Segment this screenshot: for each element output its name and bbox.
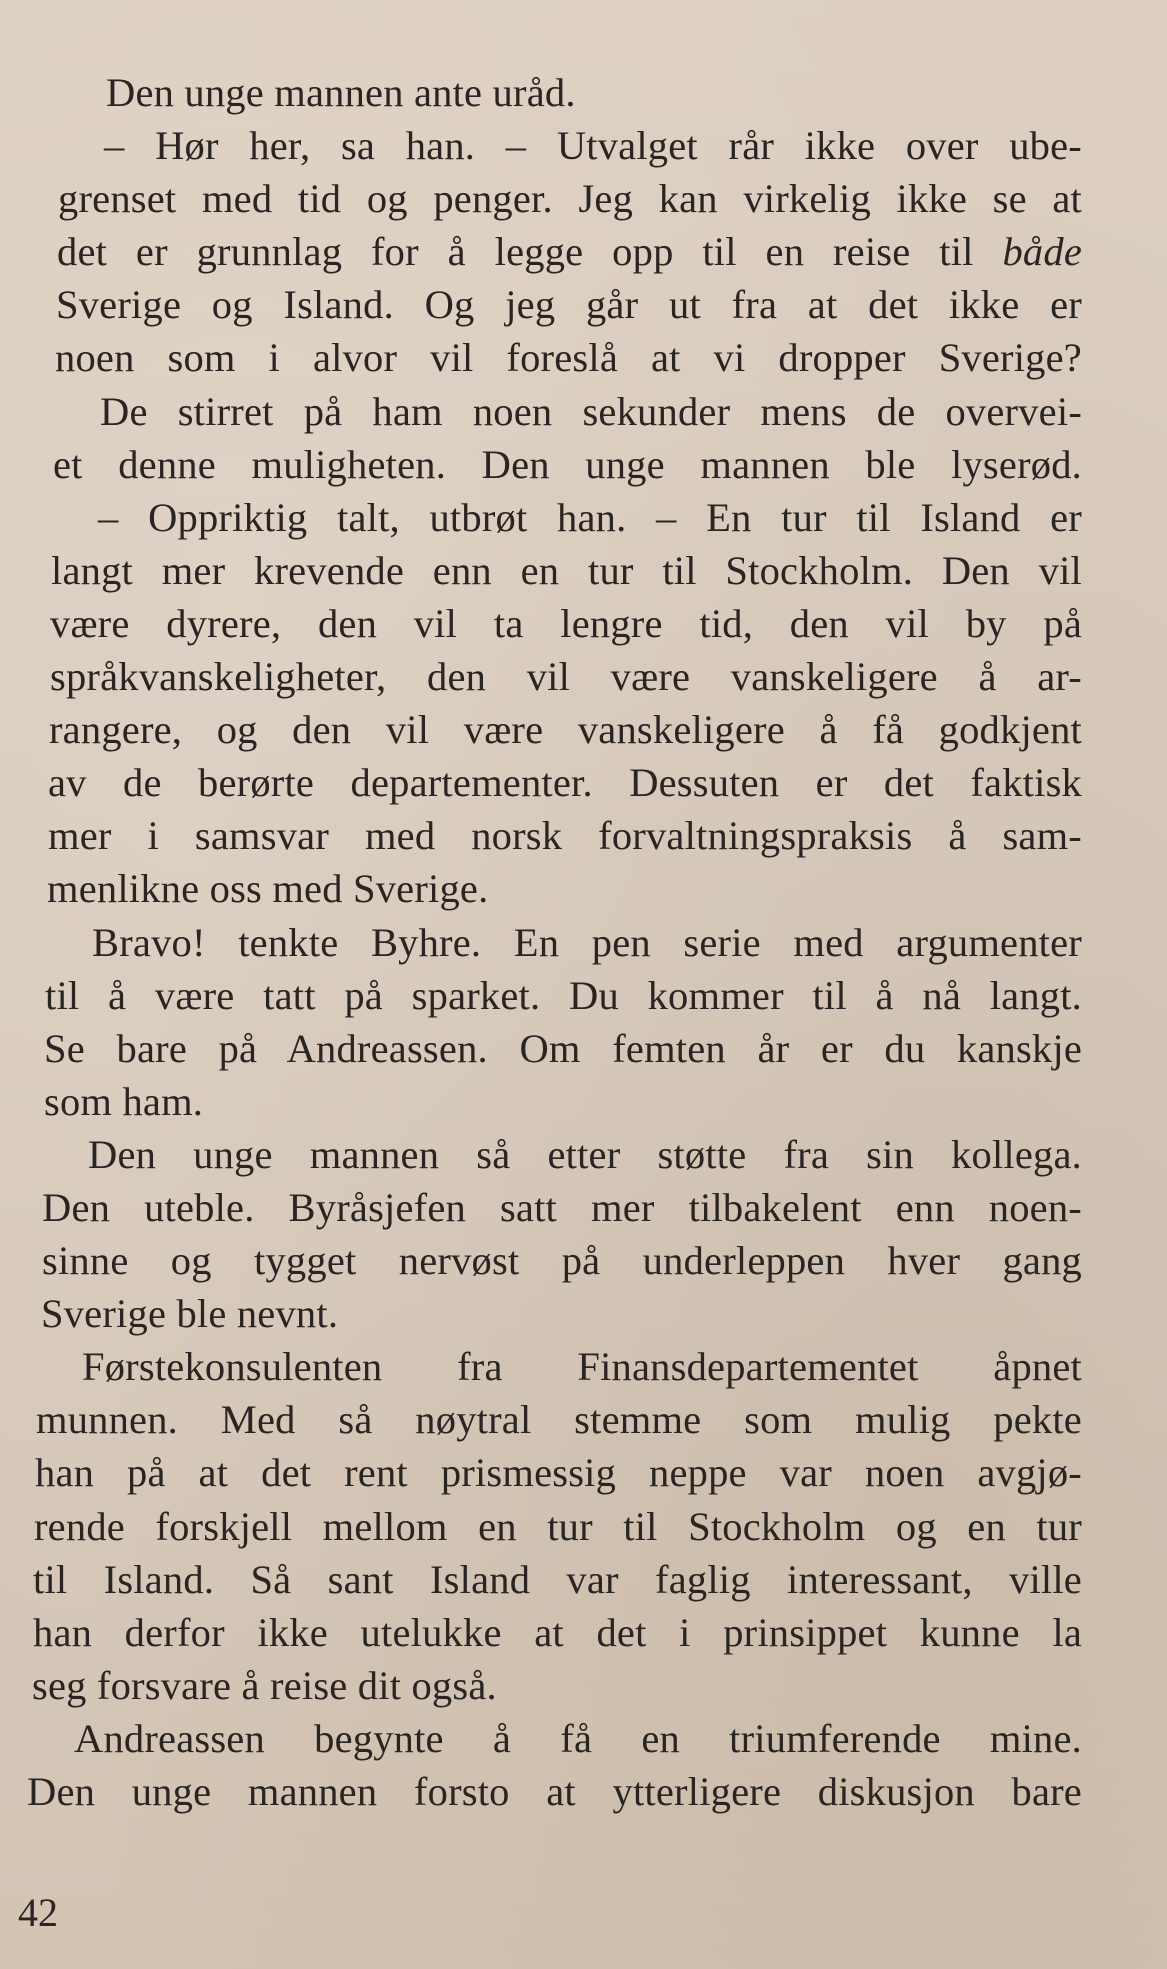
text-line: munnen. Med så nøytral stemme som mulig pekte (36, 1397, 1082, 1443)
text-line: seg forsvare å reise dit også. (32, 1662, 497, 1708)
text-line: et denne muligheten. Den unge mannen ble lyserød. (53, 441, 1082, 487)
text-line: De stirret på ham noen sekunder mens de overvei- (100, 388, 1082, 434)
text-line: til å være tatt på sparket. Du kommer til å nå langt. (45, 972, 1082, 1018)
text-line: språkvanskeligheter, den vil være vanskeligere å ar- (50, 654, 1082, 700)
text-line: Andreassen begynte å få en triumferende mine. (74, 1715, 1082, 1761)
text-line: av de berørte departementer. Dessuten er det faktisk (48, 760, 1082, 806)
text-line: Se bare på Andreassen. Om femten år er du kanskje (44, 1025, 1082, 1071)
text-line: Den unge mannen ante uråd. (106, 70, 576, 115)
text-line: Bravo! tenkte Byhre. En pen serie med argumenter (92, 919, 1082, 965)
text-line: grenset med tid og penger. Jeg kan virkelig ikke se at (58, 176, 1082, 222)
body-text (27, 66, 1082, 1818)
text-line: noen som i alvor vil foreslå at vi dropper Sverige? (55, 335, 1082, 381)
text-line: til Island. Så sant Island var faglig interessant, ville (33, 1556, 1082, 1602)
text-line: han derfor ikke utelukke at det i prinsippet kunne la (33, 1609, 1082, 1655)
text-line: langt mer krevende enn en tur til Stockholm. Den vil (51, 547, 1082, 593)
text-line: det er grunnlag for å legge opp til en reise til både (57, 229, 1082, 275)
text-line: – Hør her, sa han. – Utvalget rår ikke over ube- (104, 123, 1082, 169)
text-line: – Oppriktig talt, utbrøt han. – En tur til Island er (98, 494, 1082, 540)
text-line: Sverige ble nevnt. (41, 1291, 339, 1337)
text-line: som ham. (44, 1078, 204, 1124)
text-line: rende forskjell mellom en tur til Stockholm og en tur (34, 1503, 1082, 1549)
page-number: 42 (18, 1890, 58, 1935)
text-line: Den unge mannen forsto at ytterligere diskusjon bare (27, 1769, 1082, 1814)
text-line: være dyrere, den vil ta lengre tid, den vil by på (50, 600, 1082, 646)
text-line: Førstekonsulenten fra Finansdepartementet åpnet (82, 1344, 1082, 1390)
text-line: Den uteble. Byråsjefen satt mer tilbakelent enn noen- (42, 1184, 1082, 1230)
text-line: mer i samsvar med norsk forvaltningspraksis å sam- (48, 813, 1082, 859)
text-line: rangere, og den vil være vanskeligere å få godkjent (49, 707, 1082, 753)
text-line: Sverige og Island. Og jeg går ut fra at det ikke er (56, 282, 1082, 328)
text-line: han på at det rent prismessig neppe var noen avgjø- (35, 1450, 1082, 1496)
text-line: sinne og tygget nervøst på underleppen hver gang (42, 1238, 1082, 1284)
text-line: Den unge mannen så etter støtte fra sin kollega. (88, 1131, 1082, 1177)
text-line: menlikne oss med Sverige. (47, 866, 489, 912)
